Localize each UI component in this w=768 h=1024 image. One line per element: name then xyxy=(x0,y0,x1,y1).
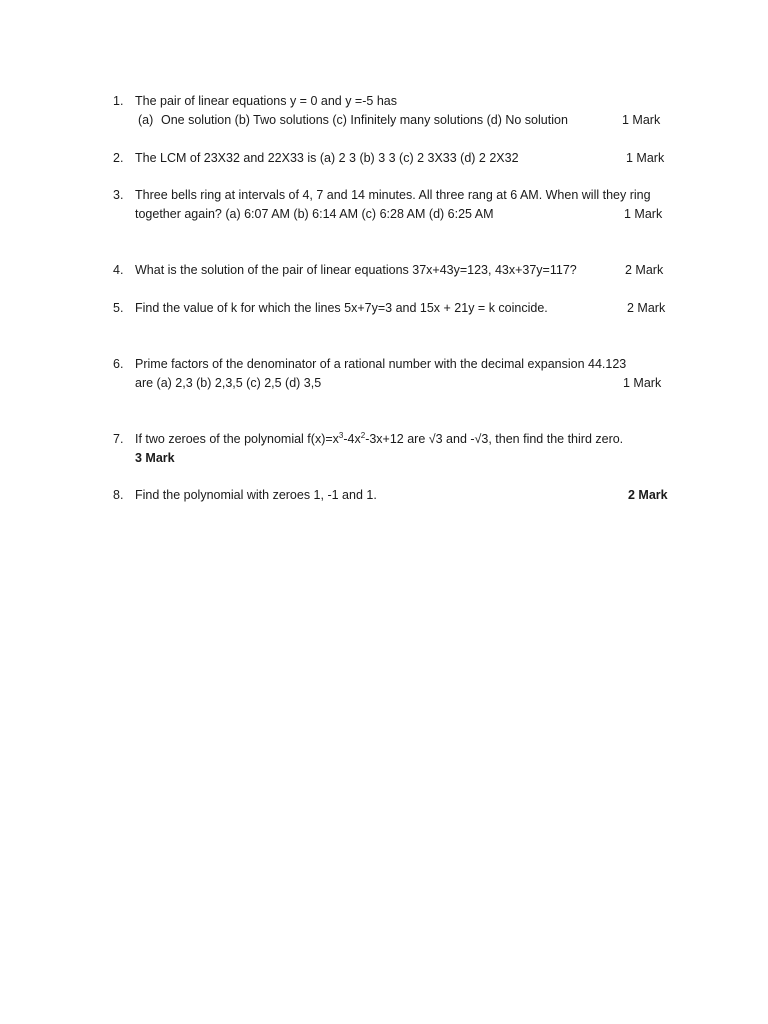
question-mark: 2 Mark xyxy=(628,488,668,502)
question-options: together again? (a) 6:07 AM (b) 6:14 AM (c) 6:28 AM (d) 6:25 AM xyxy=(135,207,494,221)
question-text: Find the polynomial with zeroes 1, -1 and 1. xyxy=(135,488,377,502)
question-options: One solution (b) Two solutions (c) Infinitely many solutions (d) No solution xyxy=(161,113,568,127)
question-mark: 2 Mark xyxy=(625,263,664,277)
question-number: 6. xyxy=(113,357,124,371)
question-text: Three bells ring at intervals of 4, 7 and 14 minutes. All three rang at 6 AM. When will they ring xyxy=(135,188,651,202)
option-label: (a) xyxy=(138,113,154,127)
question-options: are (a) 2,3 (b) 2,3,5 (c) 2,5 (d) 3,5 xyxy=(135,376,322,390)
question-mark: 1 Mark xyxy=(623,376,662,390)
question-number: 2. xyxy=(113,151,124,165)
question-text: If two zeroes of the polynomial $f(x)=x^3-4x^2-3x+12$ are √3 and -√3, then find the third zero. xyxy=(135,430,624,446)
question-number: 4. xyxy=(113,263,124,277)
question-mark: 3 Mark xyxy=(135,451,175,465)
question-number: 5. xyxy=(113,301,124,315)
question-number: 7. xyxy=(113,432,124,446)
question-mark: 1 Mark xyxy=(624,207,663,221)
question-text: Find the value of k for which the lines 5x+7y=3 and 15x + 21y = k coincide. xyxy=(135,301,548,315)
question-number: 8. xyxy=(113,488,124,502)
question-mark: 2 Mark xyxy=(627,301,666,315)
question-text: The LCM of 23X32 and 22X33 is (a) 2 3 (b) 3 3 (c) 2 3X33 (d) 2 2X32 xyxy=(135,151,519,165)
question-number: 3. xyxy=(113,188,124,202)
question-mark: 1 Mark xyxy=(626,151,665,165)
question-mark: 1 Mark xyxy=(622,113,661,127)
question-text: What is the solution of the pair of linear equations 37x+43y=123, 43x+37y=117? xyxy=(135,263,577,277)
question-text: Prime factors of the denominator of a rational number with the decimal expansion 44.123 xyxy=(135,357,627,371)
question-text: The pair of linear equations y = 0 and y =-5 has xyxy=(135,94,397,108)
question-number: 1. xyxy=(113,94,124,108)
